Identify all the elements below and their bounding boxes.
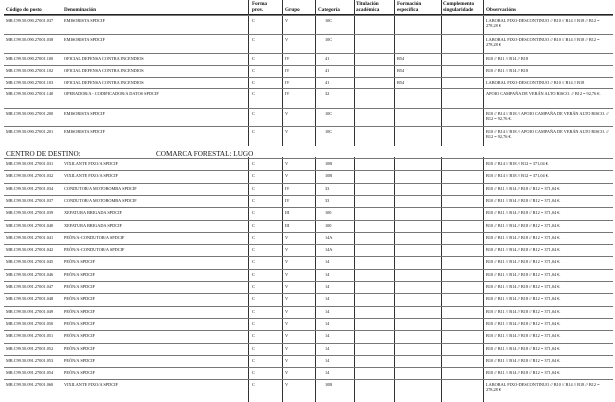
cell-denominacion: VIXILANTE FIXO/A SPDCIF (64, 161, 118, 166)
cell-denominacion: EMISORISTA SPDCIF (64, 37, 105, 42)
cell-code: MR.C99.50.091.27001.031 (6, 161, 54, 166)
cell-grupo: IV (285, 91, 290, 96)
cell-forma: C (252, 80, 255, 85)
cell-forma: C (252, 111, 255, 116)
cell-forma: C (252, 271, 255, 277)
cell-forma: C (252, 185, 255, 191)
cell-grupo: V (285, 129, 289, 134)
cell-categoria: 32 (325, 91, 330, 96)
cell-grupo: V (285, 357, 289, 363)
cell-observacions: B10 // B11 // B14 // B18 // B12 = 371,04 €. (486, 210, 561, 216)
cell-observacions: B10 // B11 // B14 // B18 // B12 = 371,04 €. (486, 296, 561, 302)
cell-observacions: B10 // B14 // B18 // APOIO CAMPAÑA DE VERÁN ALTO RISCO. // B12 = 92,76 €. (486, 111, 609, 121)
cell-code: MR.C99.50.091.27001.040 (6, 222, 54, 228)
cell-forma: C (252, 68, 255, 73)
cell-grupo: IV (285, 80, 290, 85)
cell-forma: C (252, 308, 255, 314)
cell-categoria: 10C (325, 18, 333, 23)
row-divider (4, 158, 613, 159)
cell-observacions: LABORAL FIXO-DESCONTINUO // B10 // B14 // B18 // B12 = 278,28 € (486, 37, 600, 47)
cell-observacions: B10 // B11 // B14 // B18 // B12 = 371,04 €. (486, 370, 561, 376)
cell-denominacion: VIXILANTE FIXO/A SPDCIF (64, 173, 118, 179)
cell-categoria: 14 (325, 271, 330, 277)
cell-categoria: 41 (325, 56, 330, 61)
cell-denominacion: PEÓN/A-CONDUTOR/A SPDCIF (64, 234, 125, 240)
cell-forma: C (252, 333, 255, 339)
cell-categoria: 10C (325, 129, 333, 134)
cell-observacions: APOIO CAMPAÑA DE VERÁN ALTO RISCO. // B12 = 92,76 €. (486, 91, 601, 96)
cell-code: MR.C99.50.091.27001.049 (6, 308, 54, 314)
cell-observacions: B10 // B11 // B14 // B18 // B12 = 371,04 €. (486, 345, 561, 351)
cell-forma: C (252, 222, 255, 228)
row-divider (4, 293, 613, 294)
row-divider (4, 77, 613, 78)
cell-categoria: 10C (325, 111, 333, 116)
cell-denominacion: XEFATURA BRIGADA SPDCIF (64, 210, 122, 216)
cell-denominacion: PEÓN/A SPDCIF (64, 308, 95, 314)
cell-denominacion: PEÓN/A SPDCIF (64, 370, 95, 376)
cell-forma: C (252, 37, 255, 42)
header-forma-line1: Forma (252, 1, 267, 7)
cell-denominacion: OFICIAL DEFENSA CONTRA INCENDIOS (64, 56, 144, 61)
header-forma-line2: prov. (252, 7, 264, 13)
column-divider (315, 157, 316, 402)
cell-categoria: 100 (325, 222, 332, 228)
cell-observacions: B10 // B11 // B14 // B18 // B12 = 371,04 €. (486, 271, 561, 277)
cell-code: MR.C99.50.090.27001.100 (6, 56, 54, 61)
cell-denominacion: EMISORISTA SPDCIF (64, 111, 105, 116)
cell-grupo: V (285, 247, 289, 253)
cell-forma: C (252, 284, 255, 289)
header-complemento-line1: Complemento (443, 1, 475, 7)
row-divider (4, 207, 613, 208)
cell-grupo: V (285, 18, 289, 23)
cell-observacions: LABORAL FIXO-DESCONTINUO // B10 // B14 // B18 (486, 80, 585, 85)
cell-code: MR.C99.50.091.27001.032 (6, 173, 54, 179)
header-grupo: Grupo (285, 7, 300, 13)
column-divider (248, 0, 249, 146)
cell-grupo: IV (285, 68, 290, 73)
cell-forma: C (252, 129, 255, 134)
cell-code: MR.C99.50.091.27001.054 (6, 370, 54, 376)
row-divider (4, 355, 613, 356)
row-divider (4, 256, 613, 257)
cell-denominacion: CONDUTOR/A MOTOBOMBA SPDCIF (64, 185, 137, 191)
cell-code: MR.C99.50.091.27001.046 (6, 271, 54, 277)
cell-categoria: 14A (325, 247, 333, 253)
cell-grupo: IV (285, 185, 290, 191)
header-formacion (397, 1, 421, 13)
cell-denominacion: OFICIAL DEFENSA CONTRA INCENDIOS (64, 80, 144, 85)
cell-categoria: 41 (325, 80, 330, 85)
cell-observacions: B10 // B14 // B18 // B12 = 371,04 €. (486, 161, 549, 166)
cell-denominacion: PEÓN/A SPDCIF (64, 320, 95, 326)
cell-categoria: 14 (325, 370, 330, 376)
cell-denominacion: VIXILANTE FIXO/A SPDCIF (64, 382, 118, 388)
cell-code: MR.C99.50.091.27001.047 (6, 284, 54, 289)
cell-forma: C (252, 210, 255, 216)
cell-grupo: V (285, 382, 289, 388)
cell-observacions: B10 // B11 // B14 // B18 // B12 = 371,04 €. (486, 357, 561, 363)
cell-grupo: V (285, 234, 289, 240)
header-observacions: Observacións (486, 7, 516, 13)
cell-grupo: V (285, 259, 289, 265)
cell-grupo: V (285, 308, 289, 314)
cell-observacions: B10 // B14 // B18 // B12 = 371,04 €. (486, 173, 549, 179)
cell-observacions: B10 // B11 // B14 // B18 // B12 = 371,04 €. (486, 259, 561, 265)
cell-code: MR.C99.50.091.27001.060 (6, 382, 54, 388)
cell-forma: C (252, 320, 255, 326)
cell-forma: C (252, 56, 255, 61)
cell-categoria: 14 (325, 296, 330, 302)
cell-grupo: V (285, 161, 289, 166)
cell-observacions: B10 // B11 // B14 // B18 // B12 = 371,04 €. (486, 320, 561, 326)
cell-grupo: IV (285, 197, 290, 203)
row-divider (4, 34, 613, 35)
header-complemento (443, 1, 474, 13)
cell-grupo: V (285, 284, 289, 289)
cell-categoria: 33 (325, 185, 330, 191)
cell-forma: C (252, 259, 255, 265)
column-divider (282, 157, 283, 402)
row-divider (4, 367, 613, 368)
cell-categoria: 14 (325, 284, 330, 289)
row-divider (4, 343, 613, 344)
cell-grupo: III (285, 222, 290, 228)
column-divider (483, 157, 484, 402)
cell-grupo: V (285, 345, 289, 351)
header-denominacion: Denominación (64, 7, 96, 13)
cell-code: MR.C99.50.091.27001.051 (6, 333, 54, 339)
cell-code: MR.C99.50.091.27001.052 (6, 345, 54, 351)
row-divider (4, 88, 613, 89)
cell-denominacion: PEÓN/A SPDCIF (64, 259, 95, 265)
cell-grupo: V (285, 37, 289, 42)
cell-observacions: B10 // B11 // B14 // B18 (486, 68, 529, 73)
row-divider (4, 170, 613, 171)
cell-observacions: B10 // B11 // B14 // B18 // B12 = 371,04 €. (486, 185, 561, 191)
row-divider (4, 379, 613, 380)
cell-categoria: 14 (325, 259, 330, 265)
header-formacion-line2: específica (397, 7, 419, 13)
cell-denominacion: OFICIAL DEFENSA CONTRA INCENDIOS (64, 68, 144, 73)
cell-forma: C (252, 345, 255, 351)
cell-grupo: V (285, 296, 289, 302)
column-divider (354, 157, 355, 402)
cell-categoria: 41 (325, 68, 330, 73)
header-forma (252, 1, 267, 13)
cell-code: MR.C99.50.091.27001.045 (6, 259, 54, 265)
cell-grupo: V (285, 271, 289, 277)
cell-denominacion: EMISORISTA SPDCIF (64, 18, 105, 23)
column-divider (441, 0, 442, 146)
cell-denominacion: PEÓN/A SPDCIF (64, 296, 95, 302)
column-divider (354, 0, 355, 146)
cell-categoria: 14A (325, 234, 333, 240)
cell-categoria: 14 (325, 308, 330, 314)
cell-grupo: V (285, 320, 289, 326)
cell-categoria: 10B (325, 161, 333, 166)
cell-grupo: V (285, 370, 289, 376)
cell-code: MR.C99.50.090.27001.037 (6, 18, 54, 23)
row-divider (4, 126, 613, 127)
cell-formacion: B54 (397, 68, 405, 73)
cell-code: MR.C99.50.091.27001.034 (6, 185, 54, 191)
cell-observacions: B10 // B11 // B14 // B18 // B12 = 371,04 €. (486, 247, 561, 253)
row-divider (4, 269, 613, 270)
row-divider (4, 220, 613, 221)
header-categoria: Categoría (318, 7, 340, 13)
cell-forma: C (252, 357, 255, 363)
header-titulacion (356, 1, 379, 13)
cell-formacion: B54 (397, 80, 405, 85)
cell-categoria: 10B (325, 173, 333, 179)
cell-code: MR.C99.50.090.27001.201 (6, 129, 54, 134)
cell-observacions: B10 // B11 // B14 // B18 // B12 = 371,04 €. (486, 197, 561, 203)
column-divider (315, 0, 316, 146)
section-value: COMARCA FORESTAL: LUGO (156, 150, 254, 158)
cell-denominacion: PEÓN/A SPDCIF (64, 345, 95, 351)
cell-categoria: 14 (325, 333, 330, 339)
cell-forma: C (252, 382, 255, 388)
header-complemento-line2: singularidade (443, 7, 474, 13)
cell-categoria: 14 (325, 345, 330, 351)
cell-categoria: 14 (325, 320, 330, 326)
column-divider (394, 0, 395, 146)
row-divider (4, 330, 613, 331)
cell-observacions: LABORAL FIXO-DESCONTINUO // B10 // B14 // B18 // B12 = 278,28 € (486, 382, 600, 393)
header-formacion-line1: Formación (397, 1, 422, 7)
cell-code: MR.C99.50.091.27001.042 (6, 247, 54, 253)
row-divider (4, 65, 613, 66)
column-divider (394, 157, 395, 402)
cell-observacions: LABORAL FIXO-DESCONTINUO // B10 // B14 // B18 // B12 = 278,28 € (486, 18, 600, 28)
cell-code: MR.C99.50.090.27001.103 (6, 80, 54, 85)
cell-denominacion: PEÓN/A SPDCIF (64, 271, 95, 277)
cell-categoria: 100 (325, 210, 332, 216)
cell-code: MR.C99.50.091.27001.037 (6, 197, 54, 203)
row-divider (4, 244, 613, 245)
cell-forma: C (252, 173, 255, 179)
header-titulacion-line2: académica (356, 7, 380, 13)
cell-categoria: 14 (325, 357, 330, 363)
cell-code: MR.C99.50.090.27001.140 (6, 91, 54, 96)
cell-grupo: III (285, 210, 290, 216)
cell-grupo: V (285, 333, 289, 339)
row-divider (4, 195, 613, 196)
cell-code: MR.C99.50.090.27001.102 (6, 68, 54, 73)
cell-observacions: B10 // B11 // B14 // B18 // B12 = 371,04 €. (486, 284, 561, 289)
row-divider (4, 281, 613, 282)
cell-forma: C (252, 18, 255, 23)
cell-observacions: B10 // B11 // B14 // B18 // B12 = 371,04 €. (486, 308, 561, 314)
row-divider (4, 318, 613, 319)
cell-code: MR.C99.50.091.27001.053 (6, 357, 54, 363)
cell-categoria: 10C (325, 37, 333, 42)
cell-code: MR.C99.50.091.27001.039 (6, 210, 54, 216)
row-divider (4, 15, 613, 16)
cell-observacions: B10 // B11 // B14 // B18 // B12 = 371,04 €. (486, 222, 561, 228)
column-divider (441, 157, 442, 402)
cell-denominacion: CONDUTOR/A MOTOBOMBA SPDCIF (64, 197, 137, 203)
cell-denominacion: PEÓN/A SPDCIF (64, 284, 95, 289)
cell-categoria: 10B (325, 382, 333, 388)
cell-forma: C (252, 296, 255, 302)
cell-denominacion: XEFATURA BRIGADA SPDCIF (64, 222, 122, 228)
cell-forma: C (252, 161, 255, 166)
cell-code: MR.C99.50.090.27001.200 (6, 111, 54, 116)
cell-forma: C (252, 234, 255, 240)
header-code: Código do posto (6, 7, 42, 13)
cell-formacion: B54 (397, 56, 405, 61)
cell-denominacion: EMISORISTA SPDCIF (64, 129, 105, 134)
cell-observacions: B10 // B11 // B14 // B18 (486, 56, 529, 61)
header-titulacion-line1: Titulación (356, 1, 379, 7)
column-divider (248, 157, 249, 402)
cell-forma: C (252, 91, 255, 96)
row-divider (4, 183, 613, 184)
row-divider (4, 232, 613, 233)
cell-forma: C (252, 247, 255, 253)
row-divider (4, 108, 613, 109)
section-label: CENTRO DE DESTINO: (6, 150, 81, 158)
cell-observacions: B10 // B11 // B14 // B18 // B12 = 371,04 €. (486, 234, 561, 240)
cell-observacions: B10 // B11 // B14 // B18 // B12 = 371,04 €. (486, 333, 561, 339)
column-divider (483, 0, 484, 146)
cell-denominacion: PEÓN/A SPDCIF (64, 357, 95, 363)
cell-code: MR.C99.50.091.27001.050 (6, 320, 54, 326)
cell-denominacion: PEÓN/A SPDCIF (64, 333, 95, 339)
row-divider (4, 53, 613, 54)
cell-denominacion: OPERADOR/A - CODIFICADOR/A DATOS SPDCIF (64, 91, 159, 96)
column-divider (282, 0, 283, 146)
cell-forma: C (252, 370, 255, 376)
cell-grupo: V (285, 173, 289, 179)
row-divider (4, 306, 613, 307)
cell-denominacion: PEÓN/A-CONDUTOR/A SPDCIF (64, 247, 125, 253)
cell-code: MR.C99.50.090.27001.038 (6, 37, 54, 42)
cell-code: MR.C99.50.091.27001.041 (6, 234, 54, 240)
cell-observacions: B10 // B14 // B18 // APOIO CAMPAÑA DE VERÁN ALTO RISCO. // B12 = 92,76 €. (486, 129, 609, 139)
cell-code: MR.C99.50.091.27001.048 (6, 296, 54, 302)
cell-forma: C (252, 197, 255, 203)
cell-categoria: 33 (325, 197, 330, 203)
cell-grupo: V (285, 111, 289, 116)
cell-grupo: IV (285, 56, 290, 61)
